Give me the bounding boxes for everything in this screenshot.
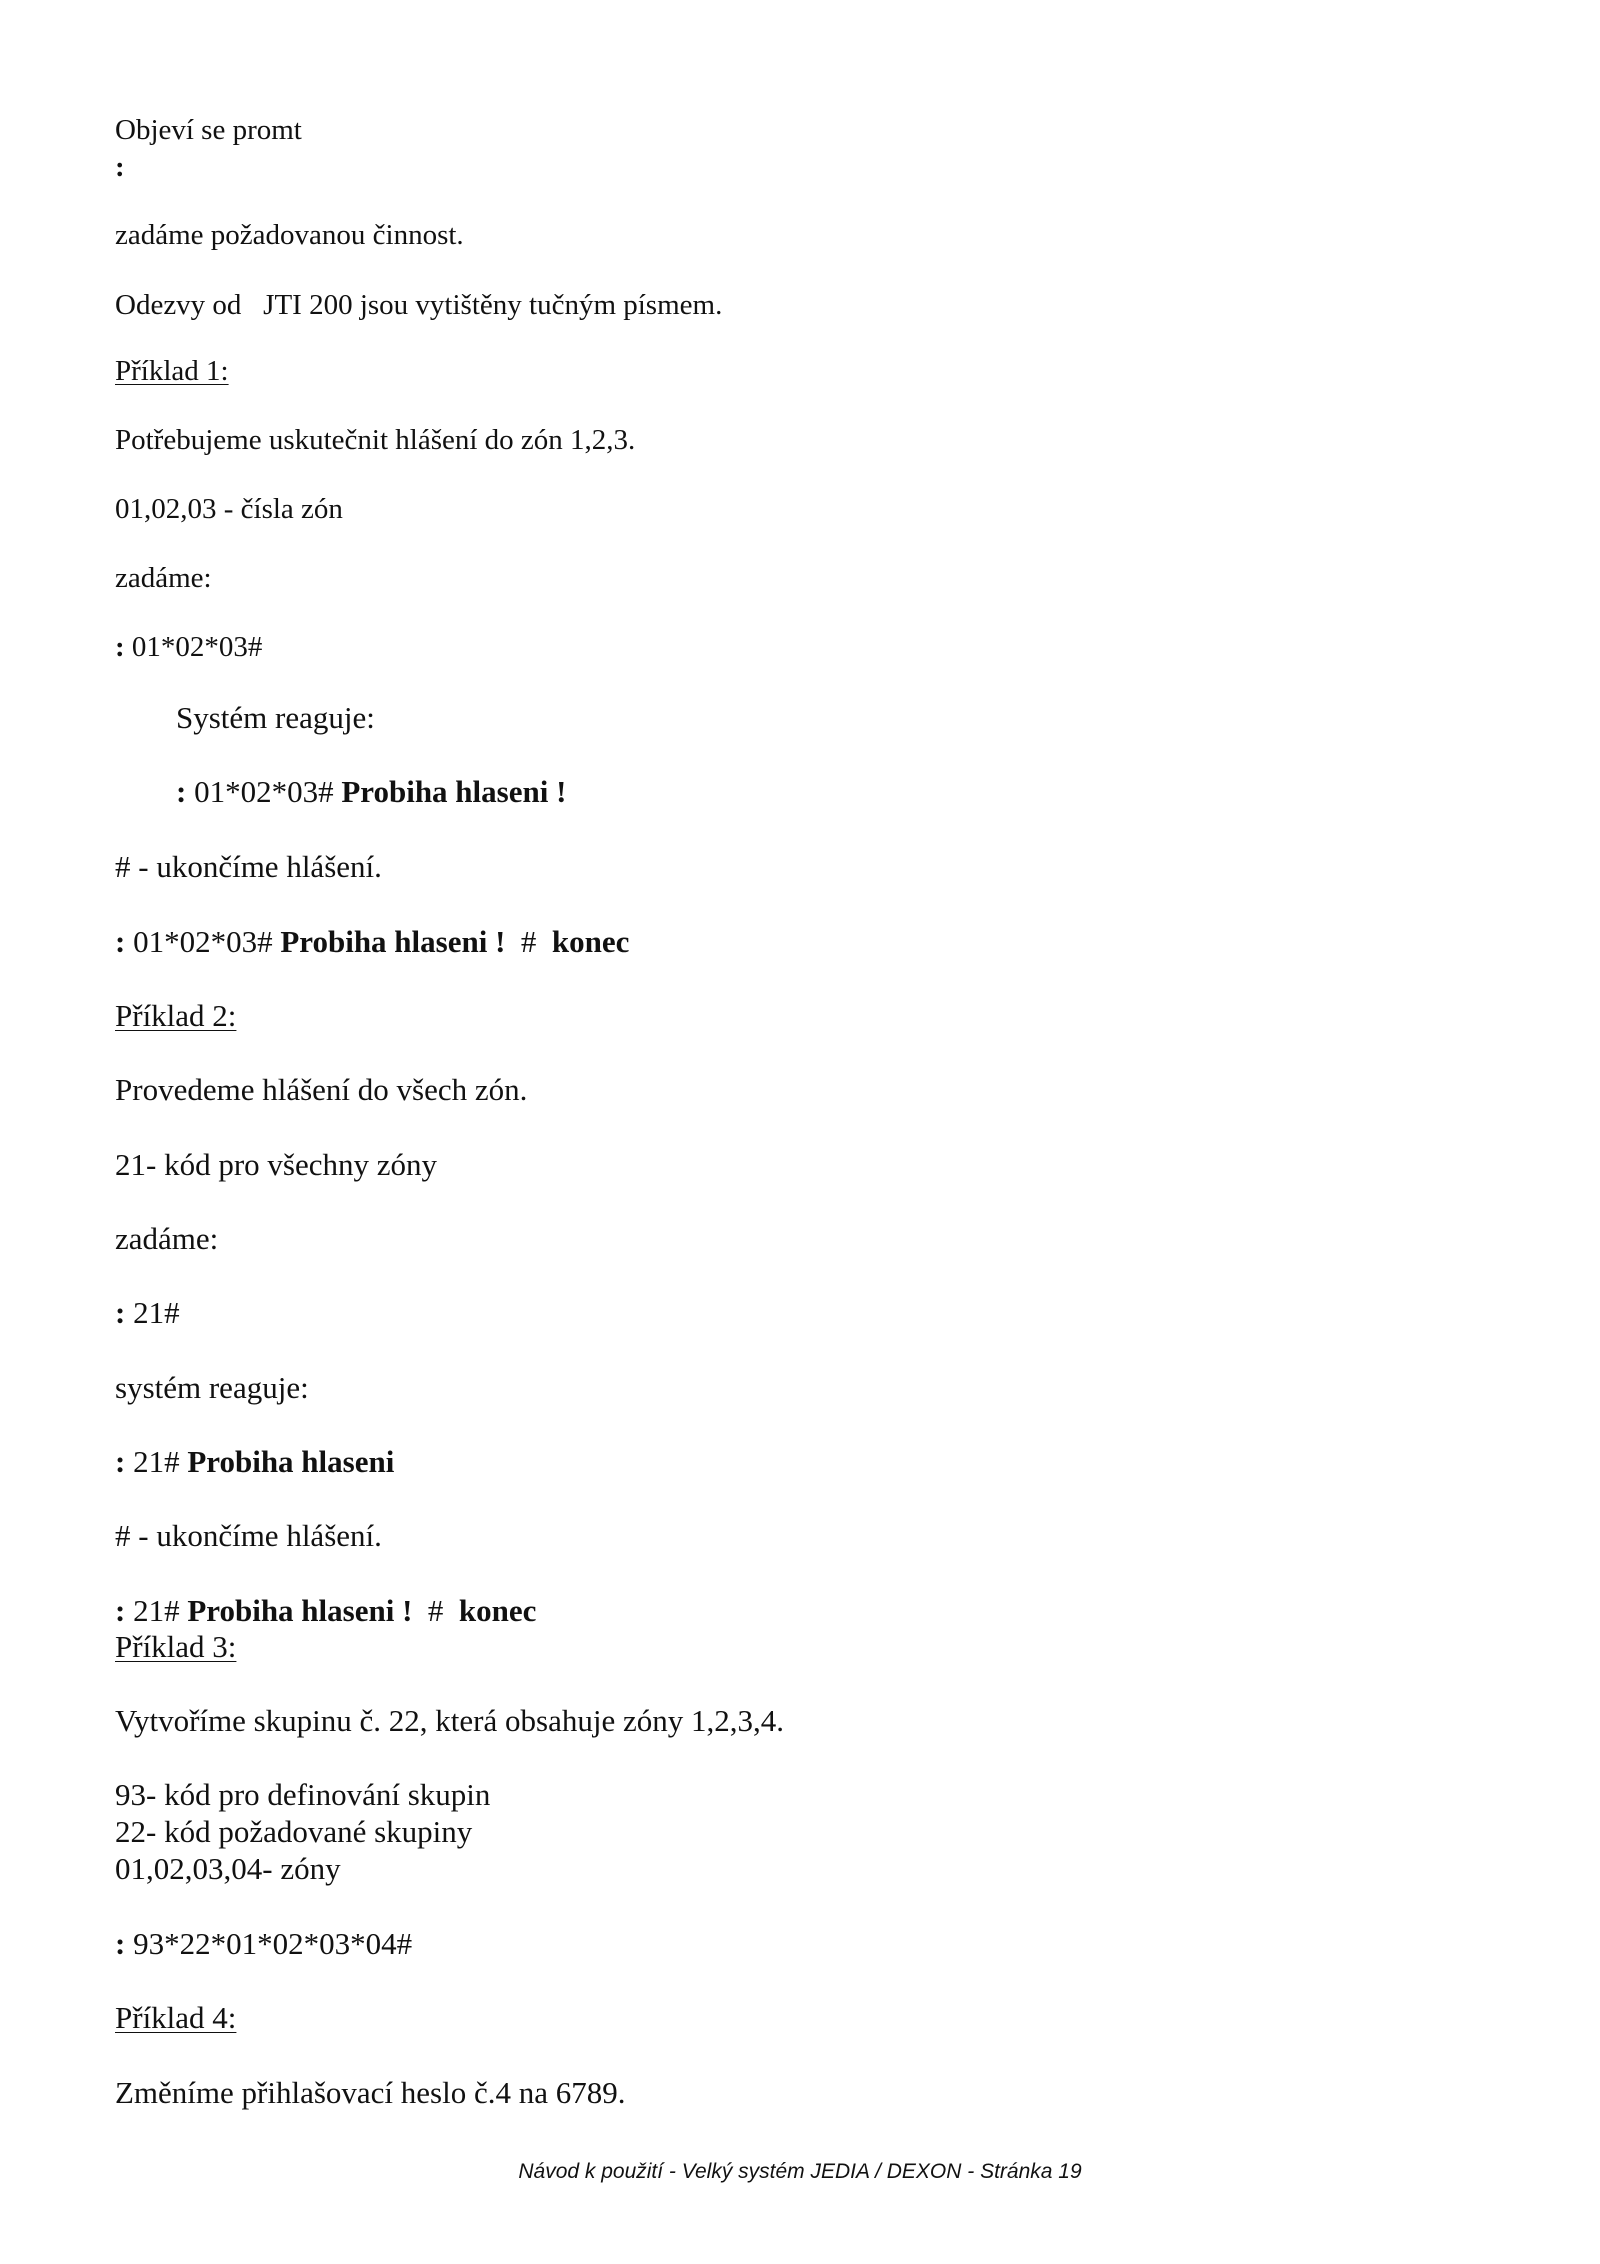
- example-text: systém reaguje:: [115, 1370, 309, 1405]
- page-footer: Návod k použití - Velký systém JEDIA / DEXON - Stránka 19: [518, 2160, 1082, 2183]
- command-line: : 01*02*03#: [115, 631, 263, 663]
- intro-line: zadáme požadovanou činnost.: [115, 219, 464, 251]
- example-text: 01,02,03 - čísla zón: [115, 493, 343, 525]
- example-text: Systém reaguje:: [176, 700, 375, 735]
- command-line: : 21#: [115, 1295, 180, 1330]
- command-line: : 93*22*01*02*03*04#: [115, 1926, 413, 1961]
- example-text: 21- kód pro všechny zóny: [115, 1147, 437, 1182]
- example-text: zadáme:: [115, 562, 212, 594]
- response-line: : 01*02*03# Probiha hlaseni ! # konec: [115, 924, 630, 959]
- example-4-heading: Příklad 4:: [115, 2000, 237, 2035]
- example-2-heading: Příklad 2:: [115, 998, 237, 1033]
- example-3-heading: Příklad 3:: [115, 1629, 237, 1664]
- example-text: zadáme:: [115, 1221, 219, 1256]
- example-text: # - ukončíme hlášení.: [115, 849, 382, 884]
- example-text: # - ukončíme hlášení.: [115, 1518, 382, 1553]
- prompt-symbol: :: [115, 151, 125, 183]
- example-text: 22- kód požadované skupiny: [115, 1814, 473, 1849]
- example-text: Změníme přihlašovací heslo č.4 na 6789.: [115, 2075, 626, 2110]
- example-1-heading: Příklad 1:: [115, 355, 229, 387]
- example-text: Vytvoříme skupinu č. 22, která obsahuje zóny 1,2,3,4.: [115, 1703, 784, 1738]
- example-text: Potřebujeme uskutečnit hlášení do zón 1,2,3.: [115, 424, 636, 456]
- example-text: 93- kód pro definování skupin: [115, 1777, 491, 1812]
- intro-line: Objeví se promt: [115, 114, 302, 146]
- response-line: : 21# Probiha hlaseni ! # konec: [115, 1593, 537, 1628]
- response-line: : 01*02*03# Probiha hlaseni !: [176, 774, 567, 809]
- example-text: Provedeme hlášení do všech zón.: [115, 1072, 528, 1107]
- example-text: 01,02,03,04- zóny: [115, 1851, 341, 1886]
- response-line: : 21# Probiha hlaseni: [115, 1444, 395, 1479]
- intro-line: Odezvy od JTI 200 jsou vytištěny tučným písmem.: [115, 289, 723, 321]
